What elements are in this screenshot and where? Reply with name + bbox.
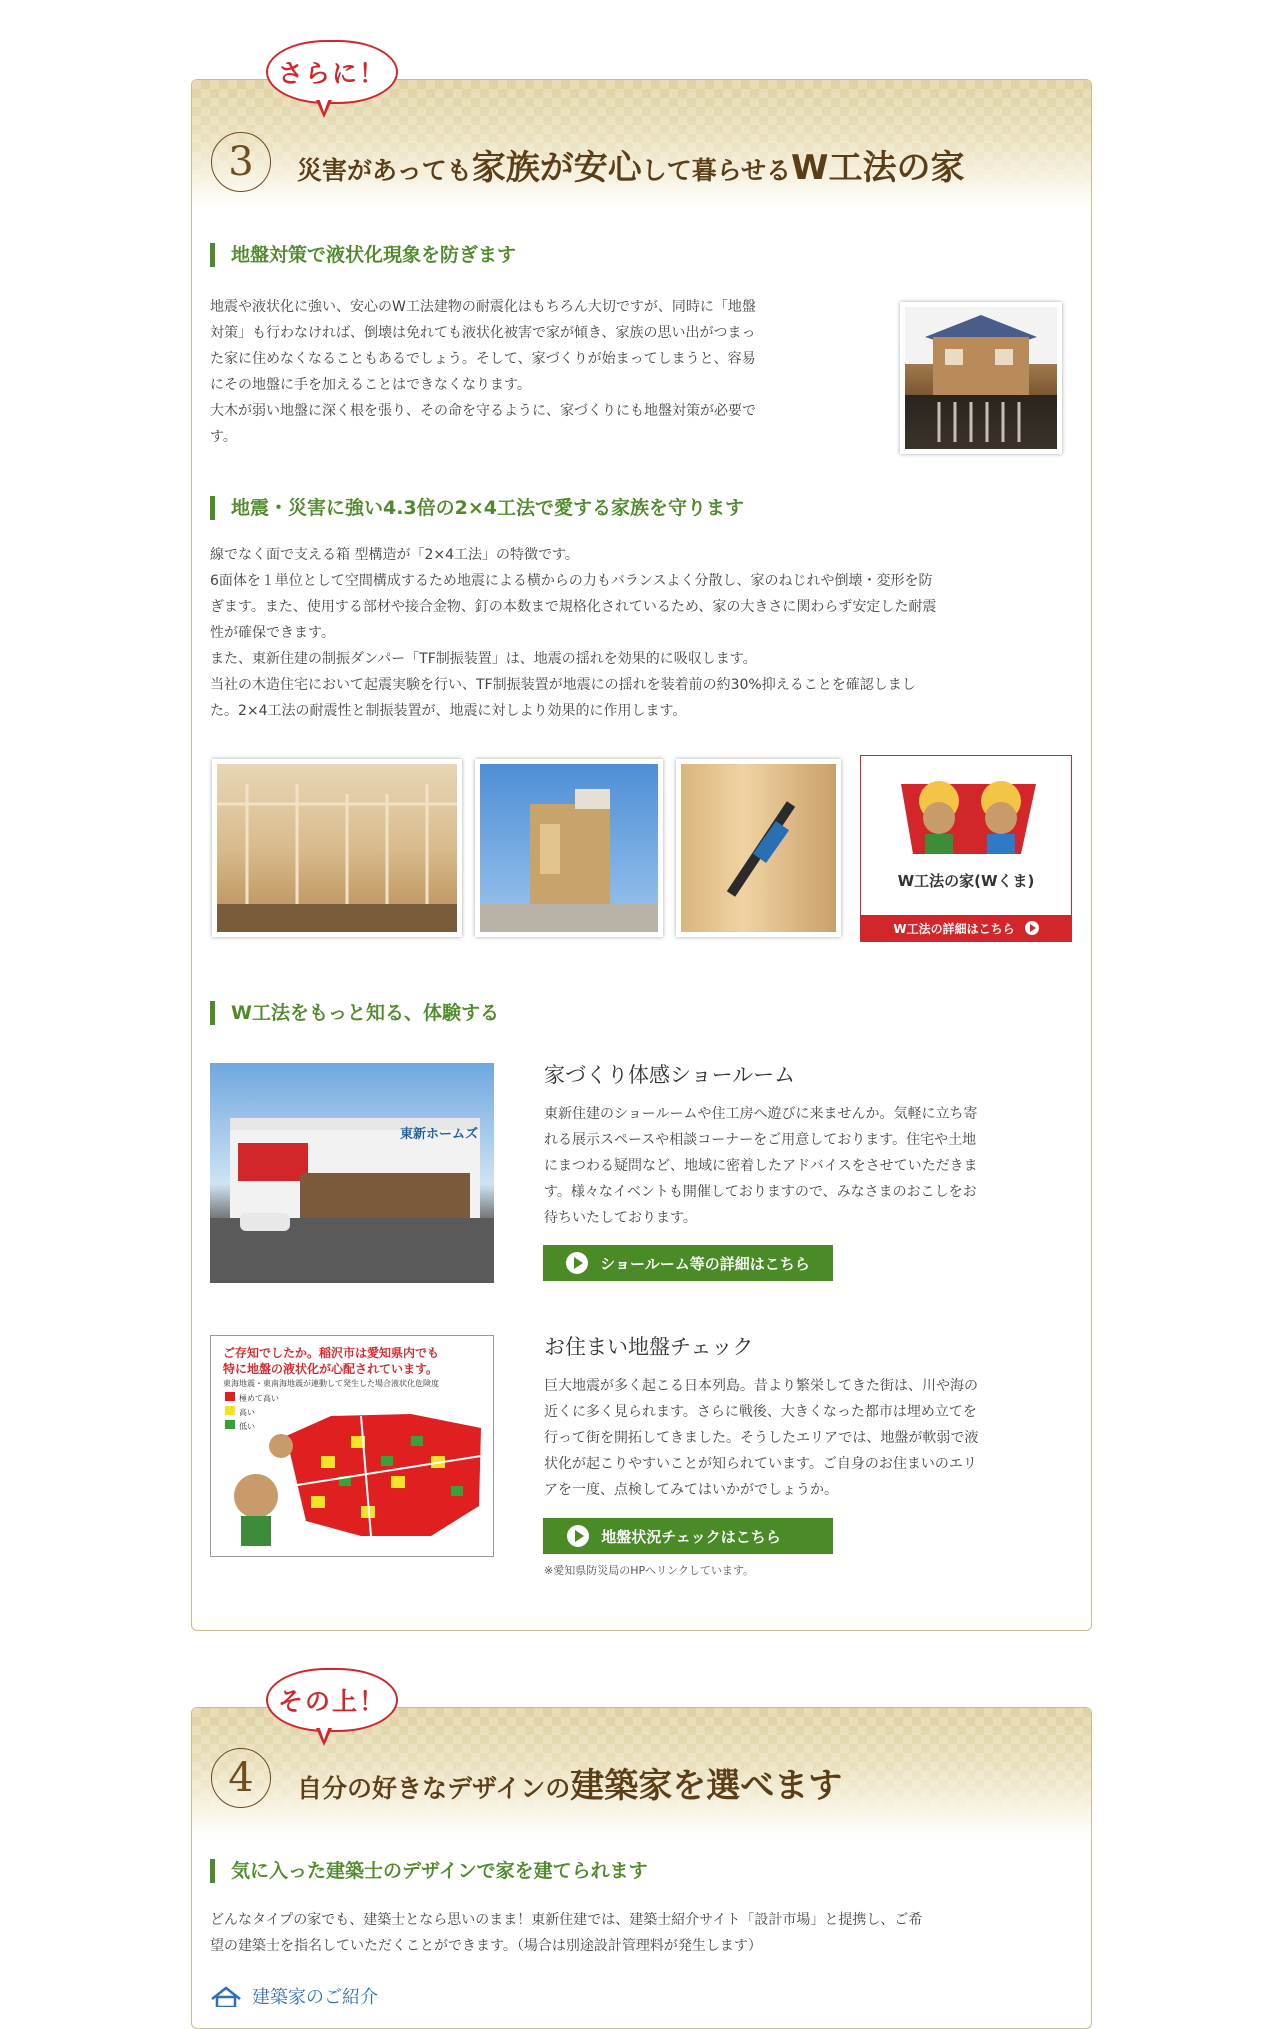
subheading-2x4: 地震・災害に強い4.3倍の2×4工法で愛する家族を守ります [210, 496, 744, 520]
map-legend: 極めて高い 高い 低い [225, 1392, 279, 1434]
ground-check-text: 巨大地震が多く起こる日本列島。昔より繁栄してきた街は、川や海の 近くに多く見られます。さらに戦後、大きくなった都市は埋め立てを 行って街を開拓してきました。そうしたエリアでは、地盤が軟弱で液 状化が起こりやすいことが知られています。ご自身のお住まいのエリ アを一度、点検してみてはいかがでしょうか。 [544, 1378, 979, 1498]
hazard-map-icon [211, 1336, 493, 1556]
ground-check-note: ※愛知県防災局のHPへリンクしています。 [544, 1564, 755, 1577]
ground-check-title: お住まい地盤チェック [544, 1335, 754, 1359]
showroom-building-icon [210, 1063, 494, 1283]
section-number: 4 [211, 1748, 271, 1808]
section-number: 3 [211, 132, 271, 192]
badge-sonoue: その上！ [266, 1668, 398, 1732]
showroom-sign: 東新ホームズ [400, 1127, 479, 1142]
map-title-1: ご存知でしたか。稲沢市は愛知県内でも [223, 1346, 440, 1360]
section-4-panel [191, 1707, 1092, 2029]
subheading-architect: 気に入った建築士のデザインで家を建てられます [210, 1859, 648, 1883]
paragraph-architect: どんなタイプの家でも、建築士となら思いのまま！東新住建では、建築士紹介サイト「設計市場」と提携し、ご希 望の建築士を指名していただくことができます。（場合は別途設計管理料が発生します） [210, 1912, 923, 1954]
ground-check-button[interactable]: 地盤状況チェックはこちら [543, 1518, 833, 1554]
house-model-icon [480, 764, 658, 932]
frame-interior-photo [212, 759, 462, 937]
subheading-liquefaction: 地盤対策で液状化現象を防ぎます [210, 243, 516, 267]
house-exterior-photo [475, 759, 663, 937]
showroom-photo [210, 1063, 494, 1283]
section-title: 災害があっても家族が安心して暮らせるW工法の家 [297, 148, 965, 188]
showroom-title: 家づくり体感ショールーム [544, 1063, 796, 1087]
wkuma-mascot-icon [861, 766, 1071, 868]
play-icon [567, 1525, 589, 1547]
liquefaction-map-image [210, 1335, 494, 1557]
house-foundation-image [900, 302, 1062, 454]
wkuma-link-label: W工法の詳細はこちら [893, 921, 1015, 936]
subheading-experience: W工法をもっと知る、体験する [210, 1001, 499, 1025]
damper-device-icon [681, 764, 836, 932]
play-icon [566, 1252, 588, 1274]
section-3-panel [191, 79, 1092, 1631]
showroom-detail-button[interactable]: ショールーム等の詳細はこちら [543, 1245, 833, 1281]
wkuma-link-bar[interactable] [861, 915, 1071, 941]
damper-photo [676, 759, 841, 937]
house-illustration-icon [905, 307, 1057, 449]
wkuma-card[interactable] [860, 755, 1072, 942]
wood-frame-icon [217, 764, 457, 932]
map-caption: 東海地震・東南海地震が連動して発生した場合液状化危険度 [223, 1379, 439, 1388]
map-title-2: 特に地盤の液状化が心配されています。 [223, 1362, 439, 1376]
arrow-circle-icon [1025, 921, 1039, 935]
wkuma-label: W工法の家(Wくま) [897, 872, 1035, 890]
architect-intro-heading: 建築家のご紹介 [210, 1983, 378, 2009]
badge-sarani: さらに！ [266, 40, 398, 104]
paragraph-2x4: 線でなく面で支える箱 型構造が「2×4工法」の特徴です。 6面体を１単位として空間構成するため地震による横からの力もバランスよく分散し、家のねじれや倒壊・変形を防 ぎます。また、使用する部材や接合金物、釘の本数まで規格化されているため、家の大きさに関わらず安定した耐震 性が確保できます。 また、東新住建の制振ダンパー「TF制振装置」は、地震の揺れを効果的に吸収します。 当社の木造住宅において起震実験を行い、TF制振装置が地震にの揺れを装着前の約30%抑えることを確認しまし た。2×4工法の耐震性と制振装置が、地震に対しより効果的に作用します。 [210, 547, 937, 719]
paragraph-liquefaction: 地震や液状化に強い、安心のW工法建物の耐震化はもちろん大切ですが、同時に「地盤 対策」も行わなければ、倒壊は免れても液状化被害で家が傾き、家族の思い出がつまっ た家に住めなくなることもあるでしょう。そして、家づくりが始まってしまうと、容易 にその地盤に手を加えることはできなくなります。 大木が弱い地盤に深く根を張り、その命を守るように、家づくりにも地盤対策が必要で す。 [210, 299, 756, 445]
showroom-text: 東新住建のショールームや住工房へ遊びに来ませんか。気軽に立ち寄 れる展示スペースや相談コーナーをご用意しております。住宅や土地 にまつわる疑問など、地域に密着したアドバイスをさせていただきま す。様々なイベントも開催しておりますので、みなさまのおこしをお 待ちいたしております。 [544, 1106, 978, 1226]
section-title: 自分の好きなデザインの建築家を選べます [297, 1766, 843, 1806]
house-outline-icon [210, 1985, 242, 2007]
